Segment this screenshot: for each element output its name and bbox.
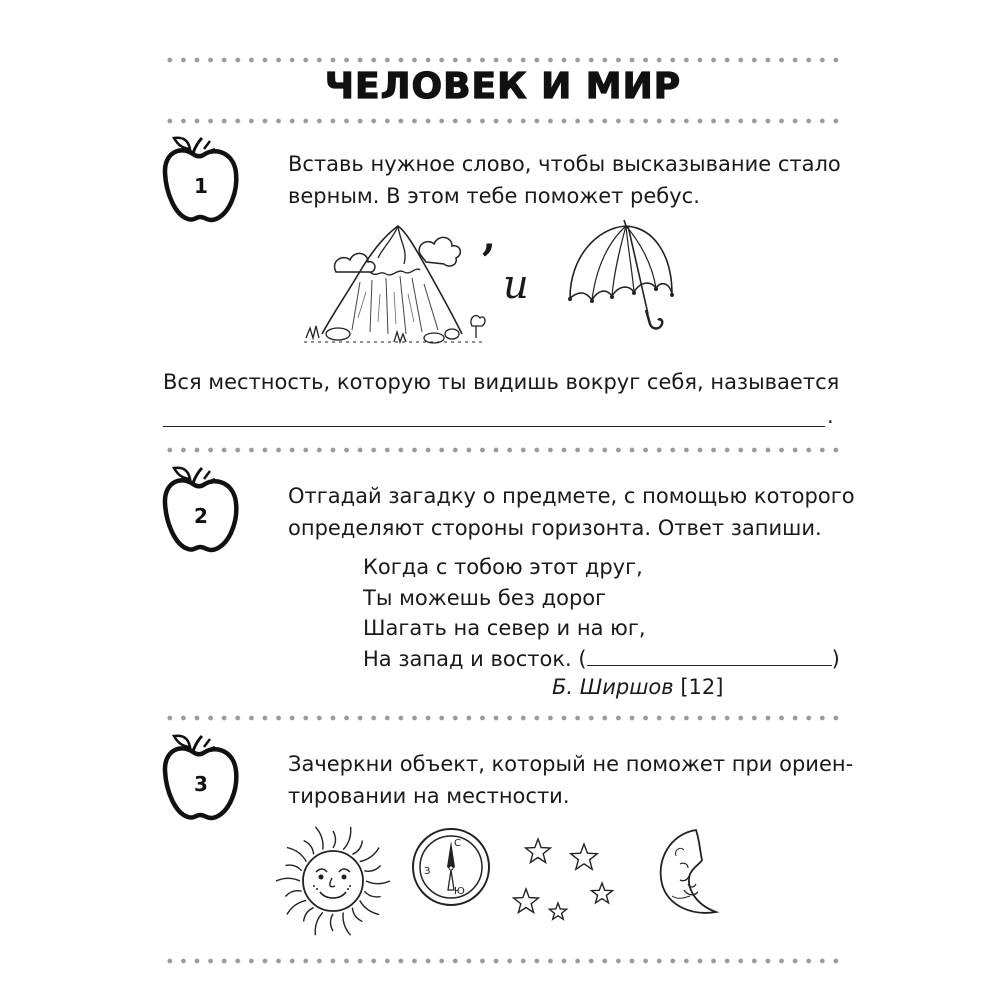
star-shape — [549, 903, 566, 919]
instruction-line: Отгадай загадку о предмете, с помощью которого — [288, 484, 855, 508]
poem-line: Ты можешь без дорог — [363, 585, 607, 610]
poem-author — [552, 675, 723, 699]
dotted-divider — [163, 57, 843, 63]
task-1-apple-icon — [160, 133, 244, 223]
dotted-divider — [163, 715, 843, 721]
compass-west-letter: З — [424, 866, 431, 877]
moon-icon[interactable] — [650, 826, 730, 922]
star-shape — [514, 889, 539, 913]
poem-line: Когда с тобою этот друг, — [363, 555, 643, 579]
poem-line — [363, 644, 840, 675]
task-number: 2 — [194, 504, 208, 528]
umbrella-icon — [566, 218, 676, 338]
instruction-line: верным. В этом тебе поможет ребус. — [288, 184, 700, 208]
poem-last-line: На запад и восток. ( — [363, 647, 587, 672]
statement-period: . — [827, 404, 834, 428]
instruction-line: определяют стороны горизонта. Ответ запиши. — [288, 516, 822, 540]
sun-ray — [315, 912, 323, 935]
task-1-instruction — [288, 148, 841, 212]
sun-ray — [331, 914, 334, 931]
instruction-line: Зачеркни объект, который не поможет при ориен- — [288, 752, 854, 776]
task-2-apple-icon — [160, 463, 244, 553]
star-shape — [526, 839, 551, 863]
sun-ray — [366, 881, 390, 884]
sun-ray — [343, 827, 351, 850]
sun-ray — [360, 900, 379, 914]
page-title: ЧЕЛОВЕК И МИР — [324, 66, 682, 107]
sun-ray — [304, 908, 314, 922]
task-3-instruction — [288, 748, 853, 812]
author-name: Б. Ширшов — [552, 675, 674, 699]
statement-text: Вся местность, которую ты видишь вокруг себя, называется — [163, 370, 840, 394]
sun-ray — [364, 866, 380, 872]
sun-ray — [315, 827, 323, 850]
poem-close-paren: ) — [831, 647, 840, 672]
task-3-apple-icon — [160, 731, 244, 821]
sun-ray — [343, 912, 351, 935]
dotted-divider — [163, 958, 843, 964]
dotted-divider — [163, 118, 843, 124]
sun-ray — [287, 900, 306, 914]
sun-ray — [287, 848, 306, 862]
instruction-line: Вставь нужное слово, чтобы высказывание стало — [288, 152, 841, 176]
stars-icon[interactable] — [508, 832, 628, 928]
sun-icon[interactable] — [272, 820, 394, 946]
answer-blank[interactable] — [587, 645, 832, 666]
task-number: 3 — [194, 772, 208, 796]
task-2-instruction — [288, 480, 855, 544]
sun-ray — [304, 841, 314, 855]
sun-ray — [285, 891, 301, 897]
compass-icon[interactable] — [410, 826, 492, 912]
mountain-icon — [300, 222, 490, 354]
sun-ray — [285, 865, 301, 871]
compass-north-letter: С — [454, 838, 461, 849]
author-reference: [12] — [680, 675, 724, 699]
sun-ray — [333, 831, 336, 848]
task-number: 1 — [194, 174, 208, 198]
task-1-statement — [163, 366, 839, 398]
sun-ray — [360, 848, 379, 862]
riddle-poem — [363, 552, 840, 675]
sun-ray — [352, 841, 362, 855]
rebus-letter: и — [503, 262, 529, 308]
star-shape — [571, 844, 598, 869]
sun-ray — [352, 908, 362, 922]
answer-line[interactable] — [163, 426, 825, 427]
star-shape — [592, 883, 613, 903]
instruction-line: тировании на местности. — [288, 784, 570, 808]
dotted-divider — [163, 447, 843, 453]
sun-ray — [364, 891, 380, 897]
poem-line: Шагать на север и на юг, — [363, 616, 646, 641]
rebus-comma: , — [482, 213, 496, 260]
sun-ray — [276, 878, 300, 881]
compass-south-letter: Ю — [454, 886, 465, 897]
